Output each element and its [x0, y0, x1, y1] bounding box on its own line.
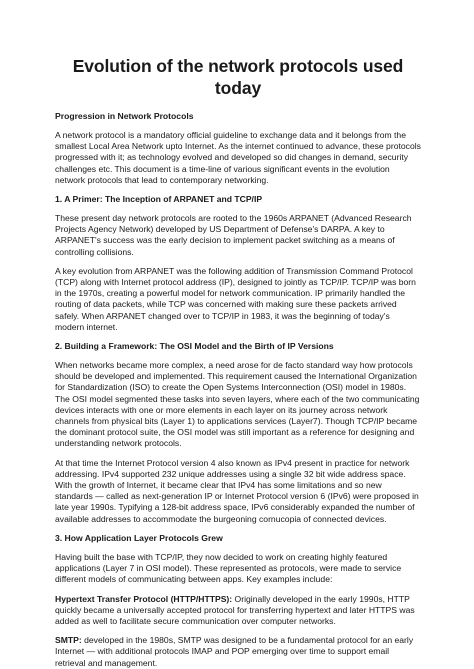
intro-paragraph: A network protocol is a mandatory official guideline to exchange data and it belongs from the smallest Local Area Network upto Internet. As the internet continued to advance, these protocols progressed with it; as technology evolved and developed so did changes in demand, security challenges etc. This document is a time-line of various significant events in the evolution network protocols that lead to contemporary networking. — [55, 130, 421, 185]
osi-paragraph-2: At that time the Internet Protocol version 4 also known as IPv4 present in practice for network addressing. IPv4 supported 232 unique addresses using a single 32 bit wide address space. With the growth of Internet, it became clear that IPv4 has some limitations and so new standards — called as next-generation IP or Internet Protocol version 6 (IPv6) were proposed in late year 1990s. Typifying a 128-bit address space, IPv6 considerably expanded the number of available addresses to accommodate the burgeoning cornucopia of connected devices. — [55, 457, 419, 524]
application-layer-paragraph: Having built the base with TCP/IP, they now decided to work on creating highly featured applications (Layer 7 in OSI model). These represented as protocols, were made to service different models of communicating between apps. Key examples include: — [55, 551, 402, 585]
protocol-item-smtp — [55, 635, 421, 669]
protocol-item-http — [55, 594, 421, 628]
intro-heading: Progression in Network Protocols — [55, 111, 194, 121]
protocol-term-http: Hypertext Transfer Protocol (HTTP/HTTPS): — [55, 593, 233, 604]
arpanet-paragraph-1: These present day network protocols are rooted to the 1960s ARPANET (Advanced Research Projects Agency Network) developed by US Department of Defense's DARPA. A key to ARPANET's success was the early decision to implement packet switching as a means of controlling collisions. — [55, 213, 412, 257]
protocol-term-smtp: SMTP: — [55, 635, 82, 646]
arpanet-paragraph-2: A key evolution from ARPANET was the following addition of Transmission Command Protocol (TCP) along with Internet protocol address (IP), designed to jointly as TCP/IP. TCP/IP was born in the 1970s, creating a powerful model for network communication. IP primarily handled the routing of data packets, while TCP was concerned with making sure these packets arrived safely. When ARPANET changed over to TCP/IP in 1983, it was the beginning of today's modern internet. — [55, 265, 416, 332]
document-title: Evolution of the network protocols used today — [72, 56, 404, 98]
section-heading-osi: 2. Building a Framework: The OSI Model and the Birth of IP Versions — [55, 341, 334, 352]
protocol-text-smtp: developed in the 1980s, SMTP was designed to be a fundamental protocol for an early Internet — with additional protocols IMAP and POP emerging over time to support email retrieval and management. — [55, 635, 414, 668]
section-heading-arpanet: 1. A Primer: The Inception of ARPANET and TCP/IP — [55, 194, 263, 205]
osi-paragraph-1: When networks became more complex, a need arose for de facto standard way how protocols should be developed and implemented. This requirement caused the International Organization for Standardization (ISO) to create the Open Systems Interconnection (OSI) model in 1980s. The OSI model segmented these tasks into seven layers, where each of the two communicating devices interacts with one or more elements in each layer on its journey across network channels from physical bits (Layer 1) to applications services (Layer7). Though TCP/IP became the dominant protocol suite, the OSI model was still important as a reference for designing and understanding network protocols. — [55, 360, 420, 449]
protocol-text-http: Originally developed in the early 1990s, HTTP quickly became a universally accepted protocol for transferring hypertext and later HTTPS was added as well to facilitate secure communication over computer networks. — [55, 593, 415, 626]
section-heading-application-layer: 3. How Application Layer Protocols Grew — [55, 532, 223, 543]
